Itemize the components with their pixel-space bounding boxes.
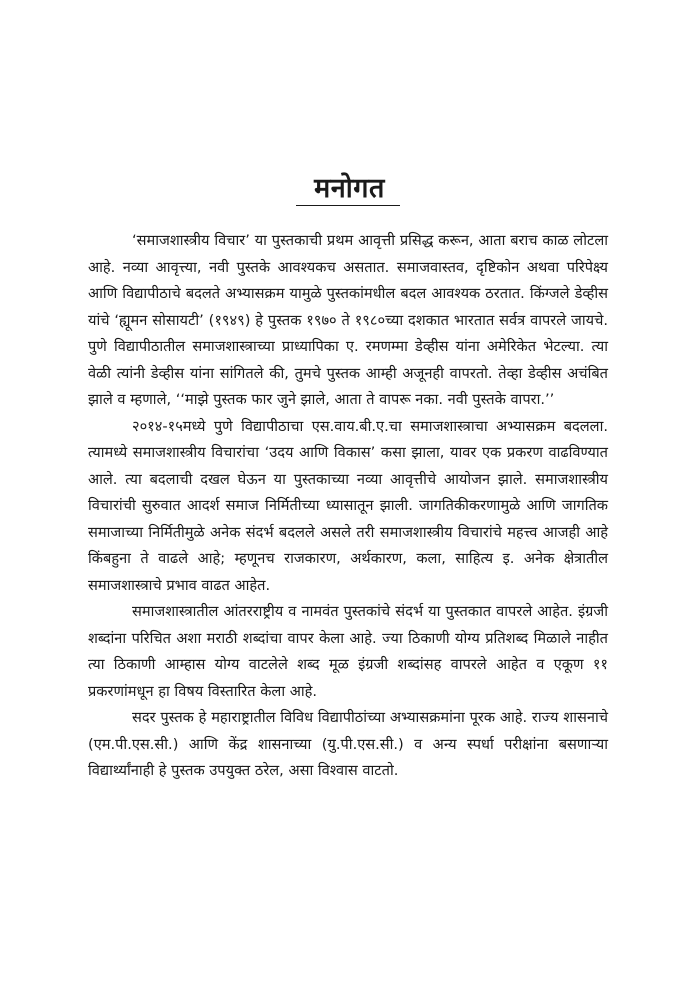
page-title: मनोगत — [314, 173, 385, 204]
paragraph-1: ‘समाजशास्त्रीय विचार’ या पुस्तकाची प्रथम आवृत्ती प्रसिद्ध करून, आता बराच काळ लोटला आहे. नव्या आवृत्त्या, नवी पुस्तके आवश्यकच असतात. समाजवास्तव, दृष्टिकोन अथवा परिपेक्ष्य आणि विद्यापीठाचे बदलते अभ्यासक्रम यामुळे पुस्तकांमधील बदल आवश्यक ठरतात. किंग्जले डेव्हीस यांचे ‘ह्यूमन सोसायटी’ (१९४९) हे पुस्तक १९७० ते १९८०च्या दशकात भारतात सर्वत्र वापरले जायचे. पुणे विद्यापीठातील समाजशास्त्राच्या प्राध्यापिका ए. रमणम्मा डेव्हीस यांना अमेरिकेत भेटल्या. त्या वेळी त्यांनी डेव्हीस यांना सांगितले की, तुमचे पुस्तक आम्ही अजूनही वापरतो. तेव्हा डेव्हीस अचंबित झाले व म्हणाले, ‘‘माझे पुस्तक फार जुने झाले, आता ते वापरू नका. नवी पुस्तके वापरा.’’ — [88, 232, 608, 408]
paragraph-3: समाजशास्त्रातील आंतरराष्ट्रीय व नामवंत पुस्तकांचे संदर्भ या पुस्तकात वापरले आहेत. इंग्रजी शब्दांना परिचित अशा मराठी शब्दांचा वापर केला आहे. ज्या ठिकाणी योग्य प्रतिशब्द मिळाले नाहीत त्या ठिकाणी आम्हास योग्य वाटलेले शब्द मूळ इंग्रजी शब्दांसह वापरले आहेत व एकूण ११ प्रकरणांमधून हा विषय विस्तारित केला आहे. — [88, 603, 608, 700]
title-underline — [296, 205, 400, 206]
paragraph-2: २०१४-१५मध्ये पुणे विद्यापीठाचा एस.वाय.बी.ए.चा समाजशास्त्राचा अभ्यासक्रम बदलला. त्यामध्ये समाजशास्त्रीय विचारांचा ‘उदय आणि विकास’ कसा झाला, यावर एक प्रकरण वाढविण्यात आले. त्या बदलाची दखल घेऊन या पुस्तकाच्या नव्या आवृत्तीचे आयोजन झाले. समाजशास्त्रीय विचारांची सुरुवात आदर्श समाज निर्मितीच्या ध्यासातून झाली. जागतिकीकरणामुळे आणि जागतिक समाजाच्या निर्मितीमुळे अनेक संदर्भ बदलले असले तरी समाजशास्त्रीय विचारांचे महत्त्व आजही आहे किंबहुना ते वाढले आहे; म्हणूनच राजकारण, अर्थकारण, कला, साहित्य इ. अनेक क्षेत्रातील समाजशास्त्राचे प्रभाव वाढत आहेत. — [88, 417, 608, 594]
title-container — [0, 168, 699, 205]
paragraph-4: सदर पुस्तक हे महाराष्ट्रातील विविध विद्यापीठांच्या अभ्यासक्रमांना पूरक आहे. राज्य शासनाचे (एम.पी.एस.सी.) आणि केंद्र शासनाच्या (यु.पी.एस.सी.) व अन्य स्पर्धा परीक्षांना बसणाऱ्या विद्यार्थ्यांनाही हे पुस्तक उपयुक्त ठरेल, असा विश्वास वाटतो. — [88, 709, 608, 779]
body-text — [88, 228, 608, 785]
